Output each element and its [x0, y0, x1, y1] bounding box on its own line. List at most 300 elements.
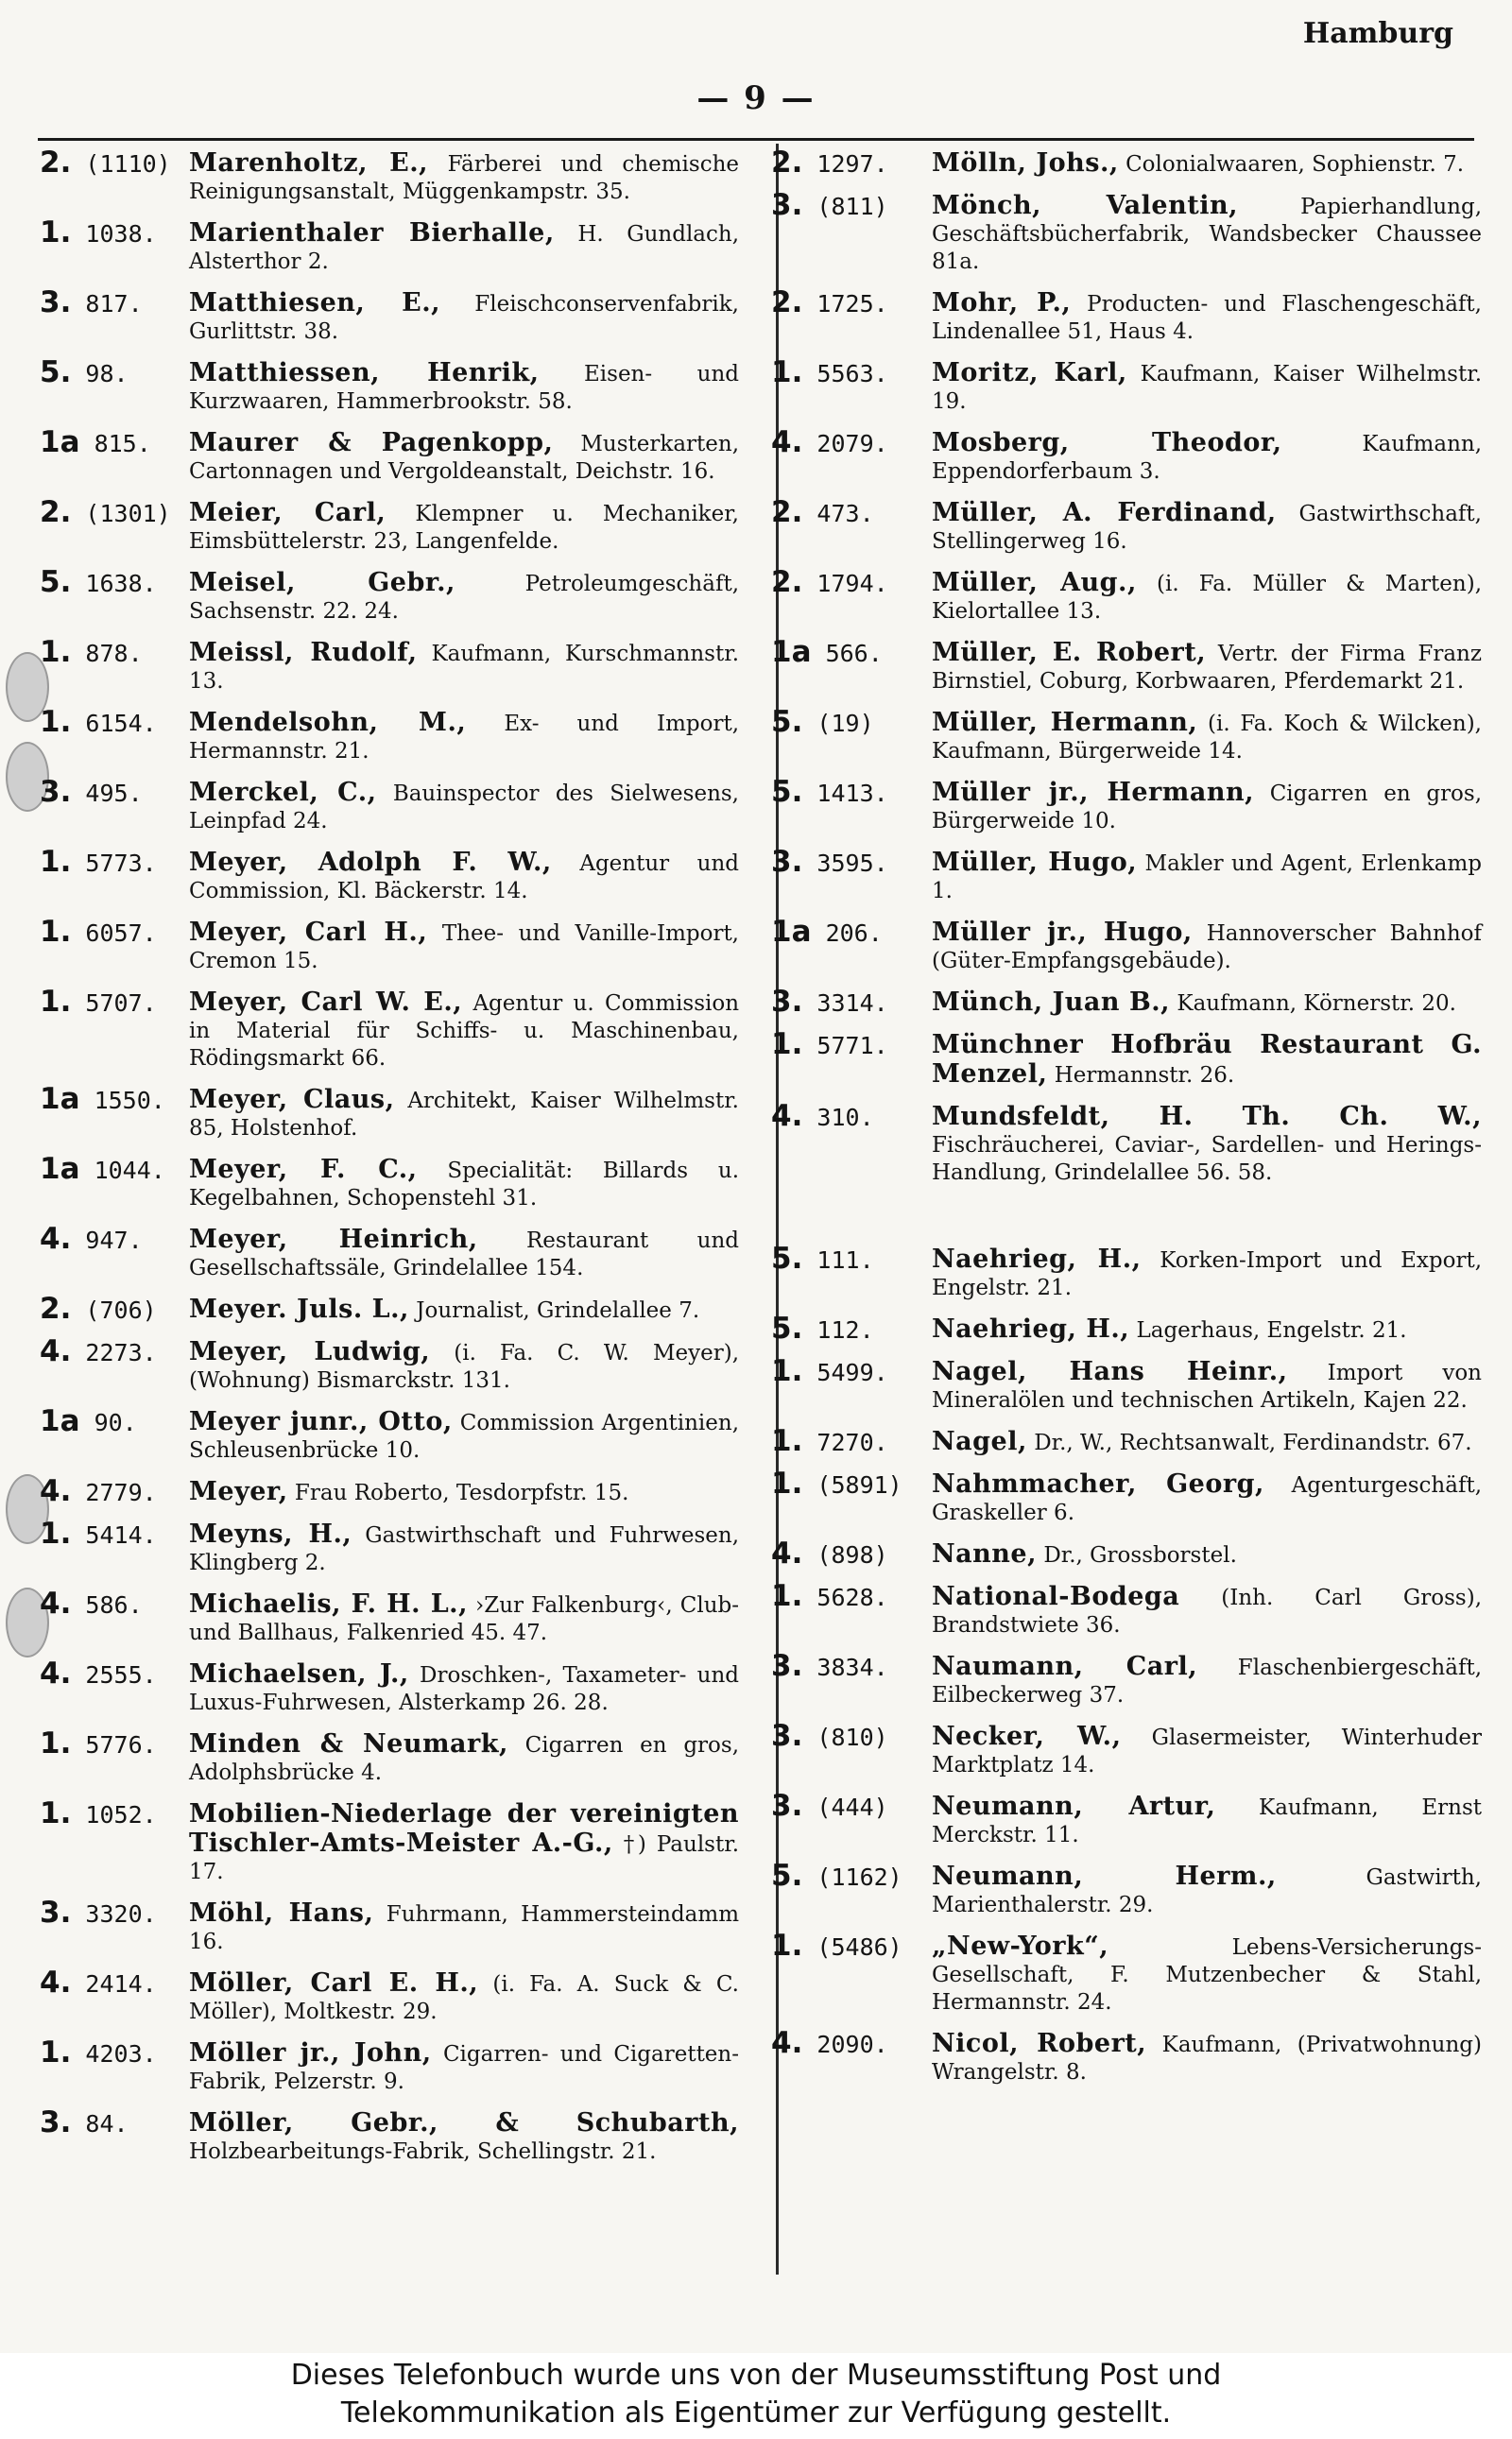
directory-entry — [40, 775, 739, 835]
entry-phone-number: 1550. — [94, 1087, 165, 1114]
entry-name: Müller, A. Ferdinand, — [932, 498, 1277, 527]
entry-description: Colonialwaaren, Sophienstr. 7. — [1125, 152, 1465, 177]
directory-entry — [40, 1796, 740, 1886]
entry-zone: 4. — [40, 1222, 72, 1256]
directory-entry — [771, 565, 1483, 626]
entry-zone: 1. — [40, 985, 72, 1019]
entry-zone: 2. — [771, 285, 803, 319]
entry-zone: 5. — [771, 705, 803, 739]
entry-name: Nahmmacher, Georg, — [932, 1469, 1264, 1499]
directory-entry — [40, 1082, 739, 1142]
entry-description: Hannoverscher Bahnhof (Güter-Empfangsgebäude). — [932, 921, 1483, 973]
entry-zone: 1. — [40, 915, 72, 949]
entry-reference — [40, 1517, 157, 1551]
entry-reference — [771, 188, 888, 222]
entry-zone: 1. — [40, 1517, 72, 1551]
entry-description: Eisen- und Kurzwaaren, Hammerbrookstr. 58. — [189, 362, 739, 414]
directory-entry — [40, 1657, 739, 1717]
entry-reference — [40, 146, 171, 180]
entry-name: Meyer junr., Otto, — [189, 1407, 453, 1436]
entry-description: ›Zur Falkenburg‹, Club- und Ballhaus, Falkenried 45. 47. — [189, 1593, 739, 1645]
entry-description: H. Gundlach, Alsterthor 2. — [189, 222, 740, 274]
entry-description: Gastwirthschaft und Fuhrwesen, Klingberg 2. — [189, 1523, 739, 1575]
entry-phone-number: 5563. — [816, 360, 888, 387]
entry-zone: 1. — [40, 705, 72, 739]
entry-reference — [40, 565, 157, 599]
entry-phone-number: 5771. — [816, 1032, 888, 1059]
entry-phone-number: 3320. — [85, 1900, 157, 1928]
entry-phone-number: 878. — [85, 640, 143, 667]
entry-zone: 1. — [771, 355, 803, 389]
entry-reference — [40, 1152, 165, 1186]
page-number: — 9 — — [696, 79, 816, 117]
entry-phone-number: 473. — [816, 500, 874, 527]
entry-name: Müller jr., Hugo, — [932, 918, 1193, 947]
entry-reference — [40, 425, 151, 459]
directory-entry — [771, 146, 1482, 180]
entry-reference — [40, 1292, 157, 1326]
entry-zone: 3. — [40, 2105, 72, 2139]
entry-reference — [771, 285, 888, 319]
entry-name: Mundsfeldt, H. Th. Ch. W., — [932, 1102, 1482, 1131]
entry-phone-number: (706) — [85, 1297, 157, 1324]
entry-description: Kaufmann, Ernst Merckstr. 11. — [932, 1795, 1482, 1847]
entry-phone-number: (444) — [816, 1794, 888, 1821]
entry-phone-number: 3314. — [816, 989, 888, 1017]
entry-zone: 5. — [771, 1859, 803, 1893]
directory-entry — [771, 1719, 1482, 1779]
directory-entry — [40, 1404, 740, 1465]
entry-reference — [771, 1099, 874, 1133]
entry-zone: 1a — [771, 635, 812, 669]
entry-description: Journalist, Grindelallee 7. — [416, 1298, 700, 1323]
entry-description: Agentur und Commission, Kl. Bäckerstr. 14. — [189, 851, 740, 903]
entry-description: Holzbearbeitungs-Fabrik, Schellingstr. 21. — [189, 2139, 657, 2164]
entry-description: Thee- und Vanille-Import, Cremon 15. — [189, 921, 739, 973]
entry-name: Meyns, H., — [189, 1520, 352, 1549]
entry-phone-number: 2555. — [85, 1661, 157, 1689]
entry-name: Meyer, Ludwig, — [189, 1337, 431, 1366]
entry-name: Münch, Juan B., — [932, 988, 1171, 1017]
entry-description: Fischräucherei, Caviar-, Sardellen- und Herings-Handlung, Grindelallee 56. 58. — [932, 1133, 1482, 1185]
entry-reference — [771, 1354, 888, 1388]
entry-zone: 1a — [40, 1404, 80, 1438]
directory-entry — [771, 1312, 1482, 1346]
entry-description: Lebens-Versicherungs-Gesellschaft, F. Mutzenbecher & Stahl, Hermannstr. 24. — [932, 1935, 1482, 2015]
entry-description: Glasermeister, Winterhuder Marktplatz 14. — [932, 1726, 1482, 1778]
entry-phone-number: (5891) — [816, 1471, 902, 1499]
entry-phone-number: (810) — [816, 1724, 888, 1751]
directory-entry — [40, 705, 740, 765]
entry-zone: 5. — [771, 775, 803, 809]
entry-phone-number: 4203. — [85, 2040, 157, 2068]
directory-entry — [40, 1966, 739, 2026]
entry-name: Meyer, Heinrich, — [189, 1225, 478, 1254]
entry-description: Specialität: Billards u. Kegelbahnen, Schopenstehl 31. — [189, 1159, 740, 1211]
entry-reference — [771, 915, 883, 949]
directory-entry — [40, 1152, 740, 1212]
directory-entry — [771, 1929, 1482, 2017]
entry-reference — [771, 2026, 888, 2060]
entry-name: Matthiessen, Henrik, — [189, 358, 540, 387]
entry-name: Moritz, Karl, — [932, 358, 1127, 387]
entry-zone: 1. — [771, 1579, 803, 1613]
entry-phone-number: 1413. — [816, 780, 888, 807]
entry-zone: 2. — [40, 146, 72, 180]
entry-zone: 1. — [40, 2035, 72, 2070]
directory-entry — [40, 1896, 740, 1956]
directory-entry — [771, 1789, 1482, 1849]
ownership-notice-line: Dieses Telefonbuch wurde uns von der Museumsstiftung Post und — [290, 2359, 1222, 2392]
entry-description: Commission Argentinien, Schleusenbrücke 10. — [189, 1411, 740, 1463]
entry-phone-number: 5773. — [85, 850, 157, 877]
entry-name: Minden & Neumark, — [189, 1729, 508, 1759]
entry-reference — [771, 146, 888, 180]
entry-phone-number: 817. — [85, 290, 143, 318]
entry-name: Müller, E. Robert, — [932, 638, 1207, 667]
left-column — [40, 146, 740, 2285]
entry-name: Naehrieg, H., — [932, 1314, 1130, 1344]
entry-reference — [40, 845, 157, 879]
entry-name: Münchner Hofbräu Restaurant G. Menzel, — [932, 1030, 1482, 1089]
directory-entry — [771, 1537, 1482, 1571]
entry-description: Agenturgeschäft, Graskeller 6. — [932, 1473, 1483, 1525]
entry-reference — [771, 355, 888, 389]
entry-reference — [40, 985, 157, 1019]
entry-description: Hermannstr. 26. — [1054, 1063, 1235, 1088]
entry-zone: 4. — [771, 1537, 803, 1571]
entry-name: Möller jr., John, — [189, 2038, 432, 2068]
directory-entry — [771, 985, 1482, 1019]
entry-name: Meyer, Adolph F. W., — [189, 848, 552, 877]
entry-name: Meier, Carl, — [189, 498, 387, 527]
entry-reference — [40, 1587, 143, 1621]
entry-phone-number: 1638. — [85, 570, 157, 597]
page-city-header: Hamburg — [1302, 17, 1453, 50]
entry-zone: 3. — [40, 775, 72, 809]
entry-description: Musterkarten, Cartonnagen und Vergoldeanstalt, Deichstr. 16. — [189, 432, 740, 484]
directory-entry — [771, 1424, 1482, 1458]
directory-entry — [771, 1027, 1482, 1090]
entry-name: Müller, Hermann, — [932, 708, 1198, 737]
entry-zone: 1. — [40, 1726, 72, 1761]
entry-zone: 2. — [771, 565, 803, 599]
entry-zone: 4. — [40, 1474, 72, 1508]
entry-zone: 3. — [771, 1719, 803, 1753]
entry-reference — [771, 1467, 902, 1501]
entry-name: Müller, Hugo, — [932, 848, 1138, 877]
directory-entry — [771, 355, 1483, 416]
directory-entry — [771, 1579, 1483, 1640]
entry-description: Gastwirthschaft, Stellingerweg 16. — [932, 502, 1482, 554]
entry-name: National-Bodega — [932, 1582, 1180, 1611]
entry-zone: 5. — [771, 1312, 803, 1346]
entry-reference — [771, 1649, 888, 1683]
entry-description: Agentur u. Commission in Material für Schiffs- u. Maschinenbau, Rödingsmarkt 66. — [189, 991, 740, 1071]
entry-description: Kaufmann, Körnerstr. 20. — [1177, 991, 1456, 1016]
entry-phone-number: (898) — [816, 1541, 888, 1569]
entry-phone-number: 7270. — [816, 1429, 888, 1456]
entry-zone: 3. — [40, 1896, 72, 1930]
entry-description: (i. Fa. Müller & Marten), Kielortallee 13. — [932, 572, 1483, 624]
entry-name: Mendelsohn, M., — [189, 708, 467, 737]
directory-entry — [771, 1099, 1482, 1187]
entry-reference — [40, 1657, 157, 1691]
directory-entry — [771, 2026, 1482, 2087]
entry-name: Meyer, F. C., — [189, 1155, 418, 1184]
entry-zone: 4. — [40, 1657, 72, 1691]
entry-description: Klempner u. Mechaniker, Eimsbüttelerstr. 23, Langenfelde. — [189, 502, 739, 554]
entry-name: Möhl, Hans, — [189, 1898, 374, 1928]
entry-description: Kaufmann, Kaiser Wilhelmstr. 19. — [932, 362, 1483, 414]
entry-description: Restaurant und Gesellschaftssäle, Grindelallee 154. — [189, 1228, 739, 1280]
directory-entry — [771, 1467, 1483, 1527]
entry-reference — [40, 705, 157, 739]
entry-name: Michaelis, F. H. L., — [189, 1589, 468, 1619]
entry-description: Petroleumgeschäft, Sachsenstr. 22. 24. — [189, 572, 740, 624]
entry-reference — [40, 1896, 157, 1930]
entry-zone: 1a — [40, 1152, 80, 1186]
entry-name: Meyer, Claus, — [189, 1085, 395, 1114]
entry-description: Cigarren- und Cigaretten-Fabrik, Pelzerstr. 9. — [189, 2042, 740, 2094]
entry-zone: 2. — [771, 495, 803, 529]
entry-zone: 5. — [40, 565, 72, 599]
entry-reference — [40, 1404, 137, 1438]
entry-name: Möller, Carl E. H., — [189, 1968, 479, 1998]
directory-entry — [771, 188, 1483, 276]
entry-name: Meyer, Carl W. E., — [189, 988, 463, 1017]
directory-entry — [40, 2105, 739, 2166]
directory-entry — [771, 845, 1482, 905]
entry-description: †) Paulstr. 17. — [189, 1832, 740, 1884]
directory-entry — [771, 635, 1482, 696]
entry-phone-number: 6154. — [85, 710, 157, 737]
directory-entry — [40, 985, 740, 1073]
entry-description: (i. Fa. Koch & Wilcken), Kaufmann, Bürgerweide 14. — [932, 712, 1482, 764]
entry-description: Fleischconservenfabrik, Gurlittstr. 38. — [189, 292, 739, 344]
entry-phone-number: 2079. — [816, 430, 888, 457]
entry-zone: 1. — [40, 845, 72, 879]
entry-name: Nanne, — [932, 1539, 1038, 1569]
directory-entry — [771, 285, 1482, 346]
entry-phone-number: 495. — [85, 780, 143, 807]
entry-zone: 1a — [40, 1082, 80, 1116]
entry-description: Import von Mineralölen und technischen Artikeln, Kajen 22. — [932, 1361, 1482, 1413]
directory-entry — [40, 146, 739, 206]
directory-entry — [40, 1474, 739, 1508]
entry-description: Architekt, Kaiser Wilhelmstr. 85, Holstenhof. — [189, 1089, 739, 1141]
entry-reference — [40, 1966, 157, 2000]
entry-reference — [40, 1334, 157, 1368]
entry-reference — [40, 1726, 157, 1761]
entry-reference — [40, 1082, 165, 1116]
entry-name: Meisel, Gebr., — [189, 568, 455, 597]
entry-description: Gastwirth, Marienthalerstr. 29. — [932, 1865, 1482, 1917]
ownership-notice — [0, 2353, 1512, 2439]
entry-zone: 3. — [771, 1649, 803, 1683]
entry-reference — [40, 215, 157, 249]
entry-reference — [40, 1474, 157, 1508]
entry-reference — [771, 985, 888, 1019]
entry-reference — [40, 915, 157, 949]
entry-phone-number: 2779. — [85, 1479, 157, 1506]
entry-zone: 4. — [771, 1099, 803, 1133]
entry-zone: 1. — [771, 1929, 803, 1963]
entry-phone-number: 6057. — [85, 919, 157, 947]
entry-zone: 4. — [771, 2026, 803, 2060]
entry-phone-number: 111. — [816, 1246, 874, 1274]
entry-phone-number: 1038. — [85, 220, 157, 248]
entry-reference — [40, 2105, 129, 2139]
entry-name: Müller jr., Hermann, — [932, 778, 1254, 807]
entry-phone-number: 5707. — [85, 989, 157, 1017]
directory-entry — [40, 845, 740, 905]
entry-phone-number: 98. — [85, 360, 129, 387]
directory-entry — [40, 495, 739, 556]
entry-zone: 3. — [40, 285, 72, 319]
entry-reference — [771, 425, 888, 459]
directory-entry — [771, 705, 1482, 765]
entry-phone-number: 2273. — [85, 1339, 157, 1366]
entry-name: Meyer. Juls. L., — [189, 1295, 409, 1324]
entry-reference — [771, 1789, 888, 1823]
entry-description: Cigarren en gros, Adolphsbrücke 4. — [189, 1733, 740, 1785]
entry-reference — [40, 1796, 157, 1830]
entry-zone: 3. — [771, 845, 803, 879]
entry-zone: 1. — [771, 1027, 803, 1061]
directory-entry — [771, 1242, 1483, 1302]
entry-phone-number: 815. — [94, 430, 151, 457]
entry-zone: 1a — [40, 425, 80, 459]
entry-reference — [771, 1929, 902, 1963]
entry-name: Meissl, Rudolf, — [189, 638, 418, 667]
entry-description: Vertr. der Firma Franz Birnstiel, Coburg, Korbwaaren, Pferdemarkt 21. — [932, 642, 1482, 694]
entry-reference — [771, 1719, 888, 1753]
entry-phone-number: 84. — [85, 2110, 129, 2138]
entry-reference — [771, 1312, 874, 1346]
entry-zone: 2. — [771, 146, 803, 180]
entry-zone: 2. — [40, 1292, 72, 1326]
entry-phone-number: 112. — [816, 1316, 874, 1344]
entry-description: Flaschenbiergeschäft, Eilbeckerweg 37. — [932, 1656, 1483, 1708]
entry-zone: 1. — [771, 1467, 803, 1501]
directory-entry — [771, 1859, 1482, 1919]
entry-phone-number: 1725. — [816, 290, 888, 318]
entry-description: (i. Fa. A. Suck & C. Möller), Moltkestr. 29. — [189, 1972, 739, 2024]
directory-entry — [40, 285, 739, 346]
entry-name: Mönch, Valentin, — [932, 191, 1238, 220]
directory-entry — [40, 355, 739, 416]
entry-name: Marenholtz, E., — [189, 148, 429, 178]
directory-entry — [40, 2035, 740, 2096]
entry-phone-number: 586. — [85, 1591, 143, 1619]
entry-reference — [40, 775, 143, 809]
entry-phone-number: 5776. — [85, 1731, 157, 1759]
entry-name: Meyer, Carl H., — [189, 918, 428, 947]
section-gap — [771, 1200, 1482, 1245]
entry-phone-number: 310. — [816, 1104, 874, 1131]
directory-entry — [771, 1649, 1483, 1709]
entry-phone-number: 3595. — [816, 850, 888, 877]
entry-phone-number: 206. — [825, 919, 883, 947]
entry-zone: 5. — [40, 355, 72, 389]
entry-zone: 4. — [40, 1587, 72, 1621]
entry-description: Bauinspector des Sielwesens, Leinpfad 24. — [189, 782, 739, 833]
directory-entry — [40, 1517, 739, 1577]
directory-entry — [40, 1726, 740, 1787]
entry-phone-number: 1052. — [85, 1801, 157, 1829]
entry-zone: 1. — [40, 1796, 72, 1830]
right-column — [771, 146, 1483, 2285]
entry-reference — [771, 635, 883, 669]
directory-entry — [771, 775, 1483, 835]
entry-name: Michaelsen, J., — [189, 1659, 409, 1689]
entry-phone-number: (5486) — [816, 1933, 902, 1961]
entry-description: Producten- und Flaschengeschäft, Lindenallee 51, Haus 4. — [932, 292, 1482, 344]
entry-description: (i. Fa. C. W. Meyer), (Wohnung) Bismarckstr. 131. — [189, 1341, 740, 1393]
entry-description: Färberei und chemische Reinigungsanstalt, Müggenkampstr. 35. — [189, 152, 739, 204]
ownership-notice-line: Telekommunikation als Eigentümer zur Verfügung gestellt. — [340, 2396, 1172, 2430]
directory-entry — [40, 1587, 739, 1647]
entry-phone-number: (811) — [816, 193, 888, 220]
entry-name: Naumann, Carl, — [932, 1652, 1198, 1681]
entry-name: Nicol, Robert, — [932, 2029, 1147, 2058]
entry-name: Merckel, C., — [189, 778, 377, 807]
directory-entry — [771, 1354, 1482, 1415]
entry-zone: 4. — [771, 425, 803, 459]
entry-zone: 1. — [40, 215, 72, 249]
entry-name: Neumann, Artur, — [932, 1792, 1216, 1821]
entry-name: Mosberg, Theodor, — [932, 428, 1282, 457]
entry-name: Nagel, Hans Heinr., — [932, 1357, 1288, 1386]
entry-zone: 3. — [771, 1789, 803, 1823]
entry-phone-number: 1297. — [816, 150, 888, 178]
entry-zone: 3. — [771, 985, 803, 1019]
directory-entry — [771, 425, 1483, 486]
entry-reference — [40, 2035, 157, 2070]
entry-description: Fuhrmann, Hammersteindamm 16. — [189, 1902, 740, 1954]
entry-phone-number: 1044. — [94, 1157, 165, 1184]
entry-phone-number: 2090. — [816, 2031, 888, 2058]
directory-entry — [40, 425, 740, 486]
entry-description: Kaufmann, Kurschmannstr. 13. — [189, 642, 740, 694]
entry-name: Matthiesen, E., — [189, 288, 441, 318]
directory-entry — [771, 495, 1482, 556]
entry-name: Müller, Aug., — [932, 568, 1137, 597]
entry-reference — [771, 1537, 888, 1571]
header-rule — [38, 138, 1474, 141]
entry-reference — [40, 495, 171, 529]
entry-phone-number: 1794. — [816, 570, 888, 597]
entry-phone-number: 2414. — [85, 1970, 157, 1998]
entry-reference — [771, 775, 888, 809]
entry-description: (Inh. Carl Gross), Brandstwiete 36. — [932, 1586, 1483, 1638]
directory-entry — [40, 1334, 740, 1395]
entry-name: Möller, Gebr., & Schubarth, — [189, 2108, 739, 2138]
entry-description: Dr., Grossborstel. — [1043, 1543, 1237, 1568]
entry-description: Papierhandlung, Geschäftsbücherfabrik, Wandsbecker Chaussee 81a. — [932, 195, 1483, 274]
entry-reference — [771, 1859, 902, 1893]
entry-name: Mohr, P., — [932, 288, 1072, 318]
entry-description: Droschken-, Taxameter- und Luxus-Fuhrwesen, Alsterkamp 26. 28. — [189, 1663, 739, 1715]
entry-zone: 5. — [771, 1242, 803, 1276]
entry-name: Necker, W., — [932, 1722, 1122, 1751]
entry-name: „New-York“, — [932, 1932, 1109, 1961]
entry-reference — [40, 285, 143, 319]
entry-reference — [40, 355, 129, 389]
entry-phone-number: (19) — [816, 710, 874, 737]
entry-phone-number: 3834. — [816, 1654, 888, 1681]
